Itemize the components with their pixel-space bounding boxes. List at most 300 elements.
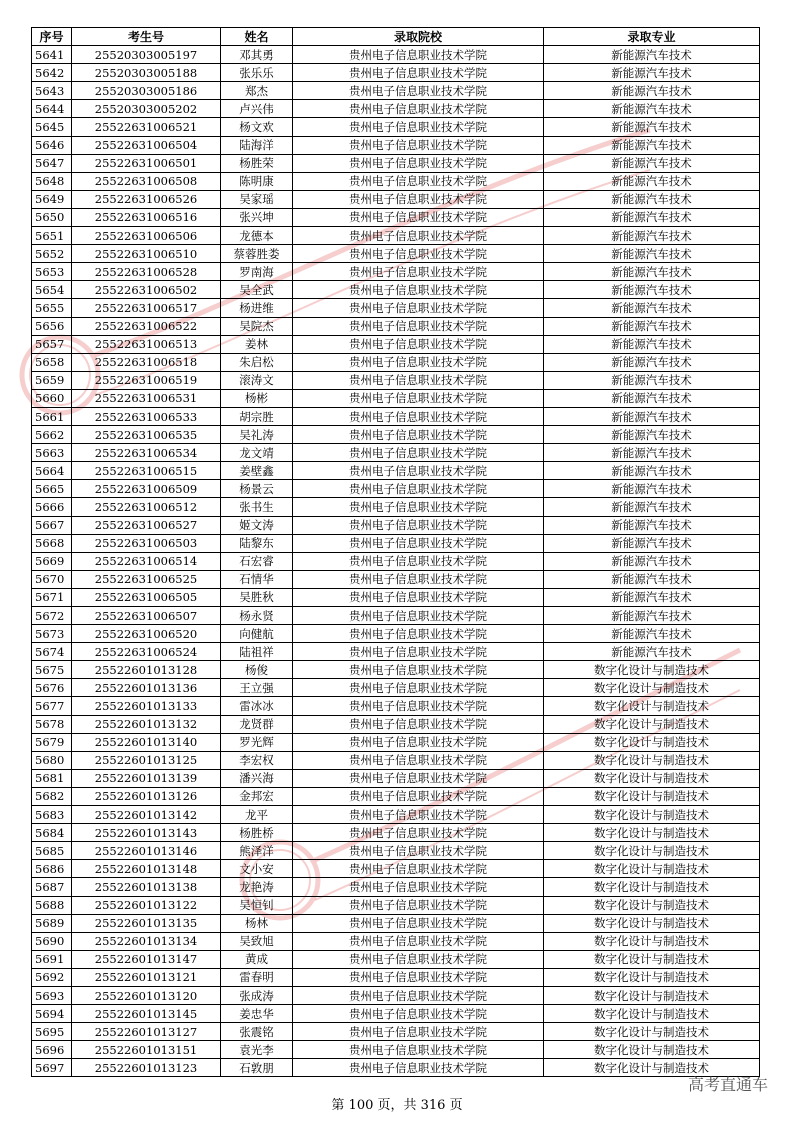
cell-exam-number: 25522631006510 bbox=[72, 245, 221, 263]
cell-school: 贵州电子信息职业技术学院 bbox=[293, 389, 544, 407]
cell-school: 贵州电子信息职业技术学院 bbox=[293, 371, 544, 389]
admission-table bbox=[31, 27, 760, 1077]
cell-major: 新能源汽车技术 bbox=[544, 227, 760, 245]
cell-major: 新能源汽车技术 bbox=[544, 46, 760, 64]
cell-major: 新能源汽车技术 bbox=[544, 245, 760, 263]
cell-exam-number: 25522631006501 bbox=[72, 154, 221, 172]
cell-exam-number: 25522631006518 bbox=[72, 353, 221, 371]
cell-major: 新能源汽车技术 bbox=[544, 462, 760, 480]
table-row bbox=[32, 462, 760, 480]
cell-school: 贵州电子信息职业技术学院 bbox=[293, 733, 544, 751]
table-row bbox=[32, 661, 760, 679]
cell-school: 贵州电子信息职业技术学院 bbox=[293, 625, 544, 643]
cell-index: 5667 bbox=[32, 516, 72, 534]
cell-name: 王立强 bbox=[221, 679, 293, 697]
cell-name: 吴恒钊 bbox=[221, 896, 293, 914]
cell-school: 贵州电子信息职业技术学院 bbox=[293, 444, 544, 462]
cell-exam-number: 25522631006503 bbox=[72, 534, 221, 552]
cell-name: 郑杰 bbox=[221, 82, 293, 100]
cell-school: 贵州电子信息职业技术学院 bbox=[293, 498, 544, 516]
cell-major: 数字化设计与制造技术 bbox=[544, 878, 760, 896]
cell-school: 贵州电子信息职业技术学院 bbox=[293, 697, 544, 715]
cell-exam-number: 25522631006526 bbox=[72, 190, 221, 208]
table-row bbox=[32, 534, 760, 552]
cell-school: 贵州电子信息职业技术学院 bbox=[293, 806, 544, 824]
cell-major: 数字化设计与制造技术 bbox=[544, 932, 760, 950]
cell-exam-number: 25522601013121 bbox=[72, 968, 221, 986]
cell-exam-number: 25522601013128 bbox=[72, 661, 221, 679]
cell-name: 胡宗胜 bbox=[221, 407, 293, 425]
cell-exam-number: 25520303005202 bbox=[72, 100, 221, 118]
cell-index: 5673 bbox=[32, 625, 72, 643]
cell-name: 袁光李 bbox=[221, 1041, 293, 1059]
cell-school: 贵州电子信息职业技术学院 bbox=[293, 136, 544, 154]
cell-index: 5689 bbox=[32, 914, 72, 932]
cell-school: 贵州电子信息职业技术学院 bbox=[293, 860, 544, 878]
cell-index: 5691 bbox=[32, 950, 72, 968]
cell-school: 贵州电子信息职业技术学院 bbox=[293, 570, 544, 588]
table-row bbox=[32, 82, 760, 100]
cell-index: 5655 bbox=[32, 299, 72, 317]
cell-school: 贵州电子信息职业技术学院 bbox=[293, 281, 544, 299]
table-row bbox=[32, 64, 760, 82]
table-row bbox=[32, 516, 760, 534]
table-row bbox=[32, 824, 760, 842]
cell-major: 新能源汽车技术 bbox=[544, 299, 760, 317]
header-major: 录取专业 bbox=[544, 28, 760, 46]
cell-name: 向健航 bbox=[221, 625, 293, 643]
cell-school: 贵州电子信息职业技术学院 bbox=[293, 516, 544, 534]
cell-school: 贵州电子信息职业技术学院 bbox=[293, 878, 544, 896]
table-row bbox=[32, 1023, 760, 1041]
cell-major: 数字化设计与制造技术 bbox=[544, 715, 760, 733]
cell-major: 数字化设计与制造技术 bbox=[544, 806, 760, 824]
cell-name: 龙艳涛 bbox=[221, 878, 293, 896]
cell-school: 贵州电子信息职业技术学院 bbox=[293, 208, 544, 226]
cell-name: 雷春明 bbox=[221, 968, 293, 986]
cell-major: 新能源汽车技术 bbox=[544, 570, 760, 588]
cell-major: 数字化设计与制造技术 bbox=[544, 824, 760, 842]
cell-school: 贵州电子信息职业技术学院 bbox=[293, 1059, 544, 1077]
cell-major: 新能源汽车技术 bbox=[544, 64, 760, 82]
table-row bbox=[32, 227, 760, 245]
table-row bbox=[32, 588, 760, 606]
cell-name: 张成涛 bbox=[221, 986, 293, 1004]
cell-index: 5697 bbox=[32, 1059, 72, 1077]
cell-name: 吴致旭 bbox=[221, 932, 293, 950]
table-row bbox=[32, 190, 760, 208]
cell-index: 5660 bbox=[32, 389, 72, 407]
cell-name: 罗光辉 bbox=[221, 733, 293, 751]
cell-index: 5665 bbox=[32, 480, 72, 498]
cell-name: 张乐乐 bbox=[221, 64, 293, 82]
cell-name: 蔡蓉胜娄 bbox=[221, 245, 293, 263]
cell-index: 5662 bbox=[32, 426, 72, 444]
cell-exam-number: 25522631006513 bbox=[72, 335, 221, 353]
cell-exam-number: 25522601013146 bbox=[72, 842, 221, 860]
cell-major: 新能源汽车技术 bbox=[544, 281, 760, 299]
cell-index: 5675 bbox=[32, 661, 72, 679]
cell-school: 贵州电子信息职业技术学院 bbox=[293, 932, 544, 950]
table-row bbox=[32, 932, 760, 950]
cell-name: 陈明康 bbox=[221, 172, 293, 190]
cell-exam-number: 25522601013151 bbox=[72, 1041, 221, 1059]
cell-major: 新能源汽车技术 bbox=[544, 552, 760, 570]
cell-major: 新能源汽车技术 bbox=[544, 534, 760, 552]
cell-major: 新能源汽车技术 bbox=[544, 389, 760, 407]
cell-school: 贵州电子信息职业技术学院 bbox=[293, 552, 544, 570]
cell-major: 数字化设计与制造技术 bbox=[544, 661, 760, 679]
table-row bbox=[32, 299, 760, 317]
cell-major: 数字化设计与制造技术 bbox=[544, 986, 760, 1004]
cell-exam-number: 25522631006509 bbox=[72, 480, 221, 498]
cell-exam-number: 25522601013140 bbox=[72, 733, 221, 751]
cell-school: 贵州电子信息职业技术学院 bbox=[293, 986, 544, 1004]
cell-exam-number: 25522631006535 bbox=[72, 426, 221, 444]
cell-index: 5676 bbox=[32, 679, 72, 697]
table-row bbox=[32, 1005, 760, 1023]
cell-index: 5652 bbox=[32, 245, 72, 263]
cell-name: 张震铭 bbox=[221, 1023, 293, 1041]
cell-exam-number: 25522631006516 bbox=[72, 208, 221, 226]
table-row bbox=[32, 1041, 760, 1059]
cell-index: 5644 bbox=[32, 100, 72, 118]
cell-exam-number: 25522631006534 bbox=[72, 444, 221, 462]
cell-exam-number: 25522631006520 bbox=[72, 625, 221, 643]
cell-major: 新能源汽车技术 bbox=[544, 353, 760, 371]
cell-school: 贵州电子信息职业技术学院 bbox=[293, 172, 544, 190]
cell-school: 贵州电子信息职业技术学院 bbox=[293, 1041, 544, 1059]
cell-major: 新能源汽车技术 bbox=[544, 607, 760, 625]
cell-major: 新能源汽车技术 bbox=[544, 444, 760, 462]
cell-index: 5683 bbox=[32, 806, 72, 824]
cell-major: 数字化设计与制造技术 bbox=[544, 769, 760, 787]
cell-school: 贵州电子信息职业技术学院 bbox=[293, 227, 544, 245]
cell-name: 姜忠华 bbox=[221, 1005, 293, 1023]
cell-index: 5696 bbox=[32, 1041, 72, 1059]
table-row bbox=[32, 498, 760, 516]
cell-name: 张兴坤 bbox=[221, 208, 293, 226]
cell-index: 5654 bbox=[32, 281, 72, 299]
table-row bbox=[32, 715, 760, 733]
header-name: 姓名 bbox=[221, 28, 293, 46]
cell-exam-number: 25522601013125 bbox=[72, 751, 221, 769]
cell-school: 贵州电子信息职业技术学院 bbox=[293, 118, 544, 136]
cell-school: 贵州电子信息职业技术学院 bbox=[293, 824, 544, 842]
cell-school: 贵州电子信息职业技术学院 bbox=[293, 769, 544, 787]
cell-index: 5663 bbox=[32, 444, 72, 462]
table-row bbox=[32, 263, 760, 281]
cell-name: 龙德本 bbox=[221, 227, 293, 245]
cell-name: 雷冰冰 bbox=[221, 697, 293, 715]
cell-index: 5661 bbox=[32, 407, 72, 425]
cell-exam-number: 25522631006533 bbox=[72, 407, 221, 425]
cell-school: 贵州电子信息职业技术学院 bbox=[293, 100, 544, 118]
cell-index: 5668 bbox=[32, 534, 72, 552]
cell-major: 新能源汽车技术 bbox=[544, 335, 760, 353]
cell-index: 5671 bbox=[32, 588, 72, 606]
table-row bbox=[32, 245, 760, 263]
cell-school: 贵州电子信息职业技术学院 bbox=[293, 335, 544, 353]
cell-name: 陆海洋 bbox=[221, 136, 293, 154]
cell-major: 数字化设计与制造技术 bbox=[544, 787, 760, 805]
cell-major: 数字化设计与制造技术 bbox=[544, 679, 760, 697]
cell-index: 5678 bbox=[32, 715, 72, 733]
cell-name: 熊泽洋 bbox=[221, 842, 293, 860]
table-row bbox=[32, 896, 760, 914]
cell-index: 5651 bbox=[32, 227, 72, 245]
cell-school: 贵州电子信息职业技术学院 bbox=[293, 462, 544, 480]
cell-exam-number: 25522631006527 bbox=[72, 516, 221, 534]
cell-index: 5645 bbox=[32, 118, 72, 136]
table-row bbox=[32, 625, 760, 643]
cell-major: 数字化设计与制造技术 bbox=[544, 751, 760, 769]
cell-index: 5692 bbox=[32, 968, 72, 986]
table-row bbox=[32, 46, 760, 64]
cell-index: 5666 bbox=[32, 498, 72, 516]
cell-school: 贵州电子信息职业技术学院 bbox=[293, 751, 544, 769]
cell-index: 5659 bbox=[32, 371, 72, 389]
cell-major: 新能源汽车技术 bbox=[544, 625, 760, 643]
cell-name: 文小安 bbox=[221, 860, 293, 878]
cell-school: 贵州电子信息职业技术学院 bbox=[293, 426, 544, 444]
cell-school: 贵州电子信息职业技术学院 bbox=[293, 950, 544, 968]
table-row bbox=[32, 769, 760, 787]
cell-index: 5656 bbox=[32, 317, 72, 335]
cell-exam-number: 25522631006512 bbox=[72, 498, 221, 516]
cell-major: 数字化设计与制造技术 bbox=[544, 1005, 760, 1023]
cell-school: 贵州电子信息职业技术学院 bbox=[293, 299, 544, 317]
cell-name: 朱启松 bbox=[221, 353, 293, 371]
table-row bbox=[32, 733, 760, 751]
cell-index: 5688 bbox=[32, 896, 72, 914]
cell-name: 罗南海 bbox=[221, 263, 293, 281]
table-row bbox=[32, 371, 760, 389]
cell-exam-number: 25522601013139 bbox=[72, 769, 221, 787]
cell-name: 陆祖祥 bbox=[221, 643, 293, 661]
table-row bbox=[32, 389, 760, 407]
cell-major: 新能源汽车技术 bbox=[544, 172, 760, 190]
table-row bbox=[32, 426, 760, 444]
cell-name: 李宏权 bbox=[221, 751, 293, 769]
cell-major: 新能源汽车技术 bbox=[544, 118, 760, 136]
cell-name: 卢兴伟 bbox=[221, 100, 293, 118]
cell-name: 杨永贤 bbox=[221, 607, 293, 625]
cell-school: 贵州电子信息职业技术学院 bbox=[293, 679, 544, 697]
table-row bbox=[32, 679, 760, 697]
cell-exam-number: 25522601013126 bbox=[72, 787, 221, 805]
cell-index: 5649 bbox=[32, 190, 72, 208]
cell-exam-number: 25522601013127 bbox=[72, 1023, 221, 1041]
cell-exam-number: 25522601013136 bbox=[72, 679, 221, 697]
cell-major: 数字化设计与制造技术 bbox=[544, 1059, 760, 1077]
table-row bbox=[32, 914, 760, 932]
cell-name: 杨景云 bbox=[221, 480, 293, 498]
cell-index: 5684 bbox=[32, 824, 72, 842]
cell-exam-number: 25522631006521 bbox=[72, 118, 221, 136]
cell-name: 石敦朋 bbox=[221, 1059, 293, 1077]
cell-exam-number: 25522601013138 bbox=[72, 878, 221, 896]
cell-exam-number: 25522631006522 bbox=[72, 317, 221, 335]
table-row bbox=[32, 878, 760, 896]
table-row bbox=[32, 643, 760, 661]
cell-name: 吴胜秋 bbox=[221, 588, 293, 606]
cell-exam-number: 25522601013134 bbox=[72, 932, 221, 950]
cell-major: 新能源汽车技术 bbox=[544, 136, 760, 154]
cell-name: 杨胜荣 bbox=[221, 154, 293, 172]
cell-major: 新能源汽车技术 bbox=[544, 82, 760, 100]
cell-index: 5693 bbox=[32, 986, 72, 1004]
cell-school: 贵州电子信息职业技术学院 bbox=[293, 263, 544, 281]
cell-index: 5679 bbox=[32, 733, 72, 751]
cell-name: 龙贤群 bbox=[221, 715, 293, 733]
cell-major: 数字化设计与制造技术 bbox=[544, 1023, 760, 1041]
cell-name: 陆黎东 bbox=[221, 534, 293, 552]
cell-index: 5669 bbox=[32, 552, 72, 570]
cell-name: 吴礼涛 bbox=[221, 426, 293, 444]
cell-major: 新能源汽车技术 bbox=[544, 480, 760, 498]
table-row bbox=[32, 317, 760, 335]
table-row bbox=[32, 552, 760, 570]
cell-school: 贵州电子信息职业技术学院 bbox=[293, 914, 544, 932]
cell-name: 金邦宏 bbox=[221, 787, 293, 805]
table-row bbox=[32, 118, 760, 136]
table-row bbox=[32, 860, 760, 878]
cell-school: 贵州电子信息职业技术学院 bbox=[293, 353, 544, 371]
cell-exam-number: 25522631006505 bbox=[72, 588, 221, 606]
table-row bbox=[32, 751, 760, 769]
cell-exam-number: 25522631006507 bbox=[72, 607, 221, 625]
cell-exam-number: 25522631006506 bbox=[72, 227, 221, 245]
cell-index: 5670 bbox=[32, 570, 72, 588]
table-row bbox=[32, 1059, 760, 1077]
cell-name: 姜壁鑫 bbox=[221, 462, 293, 480]
cell-school: 贵州电子信息职业技术学院 bbox=[293, 154, 544, 172]
cell-name: 张书生 bbox=[221, 498, 293, 516]
cell-major: 数字化设计与制造技术 bbox=[544, 1041, 760, 1059]
cell-exam-number: 25522631006515 bbox=[72, 462, 221, 480]
cell-exam-number: 25522631006528 bbox=[72, 263, 221, 281]
header-school: 录取院校 bbox=[293, 28, 544, 46]
cell-index: 5643 bbox=[32, 82, 72, 100]
cell-major: 新能源汽车技术 bbox=[544, 100, 760, 118]
cell-index: 5672 bbox=[32, 607, 72, 625]
cell-major: 数字化设计与制造技术 bbox=[544, 733, 760, 751]
cell-name: 姜林 bbox=[221, 335, 293, 353]
table-row bbox=[32, 154, 760, 172]
cell-name: 龙平 bbox=[221, 806, 293, 824]
cell-index: 5653 bbox=[32, 263, 72, 281]
cell-index: 5694 bbox=[32, 1005, 72, 1023]
cell-name: 姬文涛 bbox=[221, 516, 293, 534]
cell-school: 贵州电子信息职业技术学院 bbox=[293, 317, 544, 335]
cell-exam-number: 25522631006517 bbox=[72, 299, 221, 317]
cell-exam-number: 25520303005197 bbox=[72, 46, 221, 64]
cell-exam-number: 25522631006524 bbox=[72, 643, 221, 661]
cell-school: 贵州电子信息职业技术学院 bbox=[293, 64, 544, 82]
cell-major: 数字化设计与制造技术 bbox=[544, 968, 760, 986]
cell-index: 5677 bbox=[32, 697, 72, 715]
cell-name: 杨俊 bbox=[221, 661, 293, 679]
cell-index: 5646 bbox=[32, 136, 72, 154]
cell-school: 贵州电子信息职业技术学院 bbox=[293, 1023, 544, 1041]
cell-school: 贵州电子信息职业技术学院 bbox=[293, 607, 544, 625]
cell-exam-number: 25522601013145 bbox=[72, 1005, 221, 1023]
cell-major: 新能源汽车技术 bbox=[544, 190, 760, 208]
cell-major: 数字化设计与制造技术 bbox=[544, 896, 760, 914]
table-row bbox=[32, 697, 760, 715]
cell-major: 数字化设计与制造技术 bbox=[544, 914, 760, 932]
cell-exam-number: 25522601013123 bbox=[72, 1059, 221, 1077]
table-row bbox=[32, 281, 760, 299]
cell-school: 贵州电子信息职业技术学院 bbox=[293, 1005, 544, 1023]
cell-school: 贵州电子信息职业技术学院 bbox=[293, 407, 544, 425]
cell-school: 贵州电子信息职业技术学院 bbox=[293, 968, 544, 986]
table-row bbox=[32, 480, 760, 498]
cell-major: 新能源汽车技术 bbox=[544, 154, 760, 172]
cell-exam-number: 25522601013142 bbox=[72, 806, 221, 824]
cell-index: 5685 bbox=[32, 842, 72, 860]
page-number: 第 100 页，共 316 页 bbox=[331, 1098, 463, 1113]
cell-major: 新能源汽车技术 bbox=[544, 516, 760, 534]
cell-exam-number: 25522631006519 bbox=[72, 371, 221, 389]
cell-name: 杨进维 bbox=[221, 299, 293, 317]
cell-index: 5686 bbox=[32, 860, 72, 878]
cell-exam-number: 25522601013122 bbox=[72, 896, 221, 914]
cell-exam-number: 25522631006514 bbox=[72, 552, 221, 570]
cell-school: 贵州电子信息职业技术学院 bbox=[293, 715, 544, 733]
cell-index: 5687 bbox=[32, 878, 72, 896]
cell-name: 杨文欢 bbox=[221, 118, 293, 136]
cell-index: 5690 bbox=[32, 932, 72, 950]
cell-name: 吴院杰 bbox=[221, 317, 293, 335]
cell-major: 数字化设计与制造技术 bbox=[544, 697, 760, 715]
cell-major: 数字化设计与制造技术 bbox=[544, 950, 760, 968]
cell-name: 石情华 bbox=[221, 570, 293, 588]
table-row bbox=[32, 444, 760, 462]
cell-school: 贵州电子信息职业技术学院 bbox=[293, 190, 544, 208]
table-row bbox=[32, 806, 760, 824]
cell-index: 5680 bbox=[32, 751, 72, 769]
table-header-row bbox=[32, 28, 760, 46]
cell-school: 贵州电子信息职业技术学院 bbox=[293, 896, 544, 914]
table-row bbox=[32, 407, 760, 425]
cell-index: 5641 bbox=[32, 46, 72, 64]
cell-school: 贵州电子信息职业技术学院 bbox=[293, 643, 544, 661]
cell-index: 5664 bbox=[32, 462, 72, 480]
cell-index: 5658 bbox=[32, 353, 72, 371]
cell-exam-number: 25522601013143 bbox=[72, 824, 221, 842]
table-row bbox=[32, 335, 760, 353]
cell-name: 黄成 bbox=[221, 950, 293, 968]
table-row bbox=[32, 842, 760, 860]
cell-exam-number: 25522601013120 bbox=[72, 986, 221, 1004]
cell-name: 吴全武 bbox=[221, 281, 293, 299]
cell-exam-number: 25522601013148 bbox=[72, 860, 221, 878]
cell-index: 5681 bbox=[32, 769, 72, 787]
cell-major: 新能源汽车技术 bbox=[544, 426, 760, 444]
cell-exam-number: 25522601013132 bbox=[72, 715, 221, 733]
table-row bbox=[32, 986, 760, 1004]
cell-school: 贵州电子信息职业技术学院 bbox=[293, 534, 544, 552]
cell-school: 贵州电子信息职业技术学院 bbox=[293, 661, 544, 679]
cell-school: 贵州电子信息职业技术学院 bbox=[293, 787, 544, 805]
header-exam-number: 考生号 bbox=[72, 28, 221, 46]
cell-name: 杨胜桥 bbox=[221, 824, 293, 842]
cell-index: 5648 bbox=[32, 172, 72, 190]
cell-major: 新能源汽车技术 bbox=[544, 498, 760, 516]
cell-index: 5642 bbox=[32, 64, 72, 82]
